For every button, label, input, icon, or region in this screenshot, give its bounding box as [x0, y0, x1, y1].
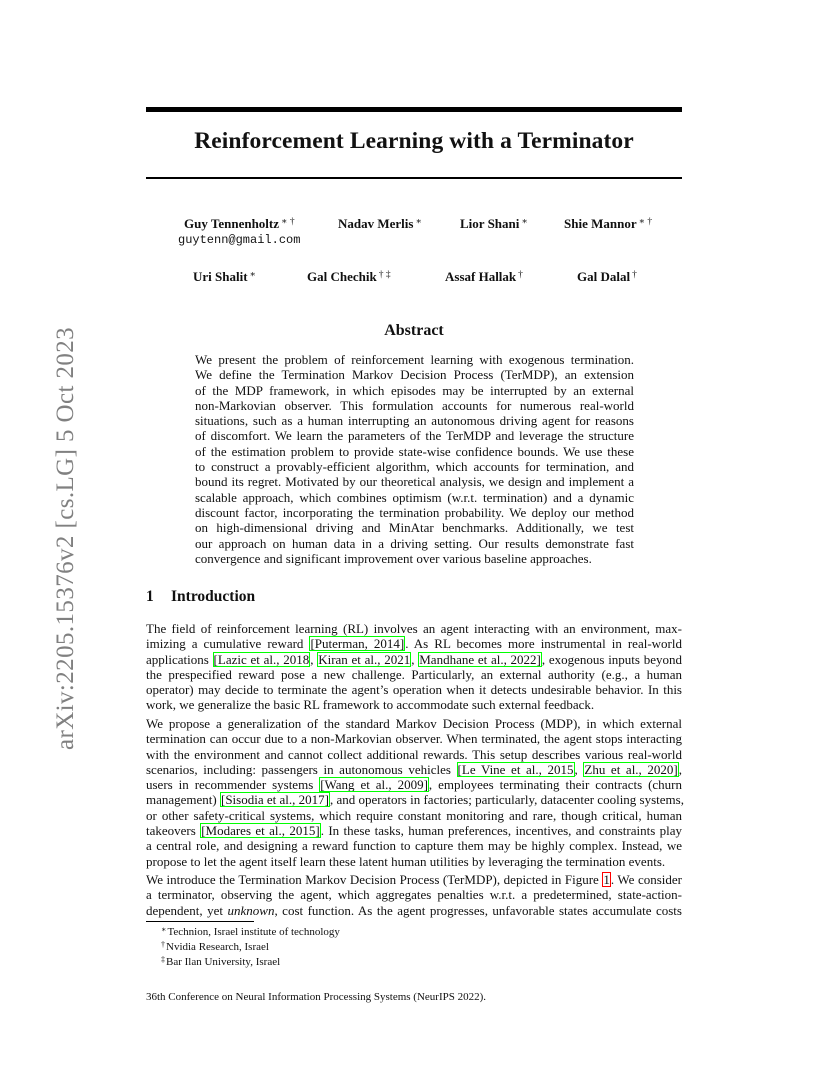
figure-ref-link[interactable]: 1: [603, 872, 610, 887]
footnote-text: Bar Ilan University, Israel: [166, 956, 281, 968]
text-line: operator) may decide to terminate the agent’s operation when it detects undesirable behavior. In this: [146, 682, 682, 698]
paper-title: Reinforcement Learning with a Terminator: [194, 128, 634, 154]
abstract-heading: Abstract: [384, 322, 444, 339]
author-name: Lior Shani: [460, 216, 520, 231]
author-affil-marks: †: [518, 270, 523, 280]
text-line: propose to let the agent itself learn these latent human utilities by leveraging the termination events.: [146, 853, 666, 869]
text-line: or other safety-critical systems, which require constant monitoring and rare, though critical, human: [146, 807, 682, 823]
author-7: [445, 269, 523, 285]
text-line: imizing a cumulative reward [Puterman, 2014]. As RL becomes more instrumental in real-world: [146, 636, 682, 652]
intro-paragraph-1: [146, 621, 682, 713]
abstract-line: We present the problem of reinforcement learning with exogenous termination.: [195, 352, 634, 367]
abstract-line: of the estimation problem to provide state-wise confidence bounds. We use these: [195, 443, 634, 459]
abstract-body: [195, 352, 634, 566]
citation-link[interactable]: [Le Vine et al., 2015: [457, 761, 574, 777]
abstract-line: of discomfort. We learn the parameters of the TerMDP and leverage the structure: [195, 428, 634, 444]
text-line: takeovers [Modares et al., 2015]. In these tasks, human preferences, incentives, and constraints play: [146, 823, 682, 839]
footnote-mark: ∗: [161, 925, 167, 934]
author-affil-marks: ∗: [249, 270, 257, 280]
text-line: with the environment and cannot collect additional rewards. This setup describes various real-world: [146, 746, 682, 762]
section-heading-introduction: [146, 588, 255, 606]
text-line: termination can occur due to a non-Markovian observer. When terminated, the agent stops interacting: [146, 731, 682, 747]
citation-link[interactable]: [Puterman, 2014]: [310, 636, 405, 652]
section-title: Introduction: [171, 588, 256, 605]
abstract-line: of the MDP framework, in which episodes may be interrupted by an external: [195, 382, 634, 398]
title-rule-top: [146, 107, 682, 112]
abstract-line: convergence and significant improvement over various baseline approaches.: [195, 550, 592, 566]
citation-link[interactable]: [Modares et al., 2015]: [201, 823, 320, 839]
citation-link[interactable]: Kiran et al., 2021: [318, 651, 411, 667]
abstract-line: on high-dimensional driving and MinAtar benchmarks. Additionally, we test: [195, 520, 634, 536]
author-affil-marks: ∗: [521, 217, 528, 227]
footnote-mark: †: [161, 940, 165, 949]
arxiv-sidebar-stamp: arXiv:2205.15376v2 [cs.LG] 5 Oct 2023: [52, 326, 79, 750]
text-line: work, we generalize the basic RL framework to accommodate such external feedback.: [146, 697, 595, 713]
intro-paragraph-3: [146, 872, 682, 918]
footnote-1: [161, 925, 340, 938]
citation-link[interactable]: [Sisodia et al., 2017]: [221, 792, 329, 808]
intro-paragraph-2: [146, 716, 682, 869]
author-name: Assaf Hallak: [445, 269, 517, 284]
author-name: Nadav Merlis: [338, 216, 414, 231]
title-rule-bottom: [146, 177, 682, 179]
footnote-text: Nvidia Research, Israel: [166, 941, 269, 953]
citation-link[interactable]: [Wang et al., 2009]: [320, 777, 428, 793]
abstract-line: bound its regret. Motivated by our theoretical analysis, we design and implement a: [195, 474, 634, 490]
text-line: We propose a generalization of the standard Markov Decision Process (MDP), in which external: [146, 716, 682, 731]
author-email[interactable]: guytenn@gmail.com: [178, 233, 301, 247]
text-line: scenarios, including: passengers in autonomous vehicles [Le Vine et al., 2015, Zhu et al., 2020],: [146, 761, 682, 777]
author-name: Uri Shalit: [193, 269, 248, 284]
author-affil-marks: † ‡: [378, 270, 391, 280]
section-number: 1: [146, 588, 154, 605]
author-name: Shie Mannor: [564, 216, 637, 231]
footnote-3: [161, 955, 280, 968]
author-name: Gal Dalal: [577, 269, 631, 284]
abstract-line: to construct a provably-efficient algorithm, which accounts for termination, and: [195, 459, 634, 475]
author-name: Guy Tennenholtz: [184, 216, 280, 231]
text-line: the prespecified reward pose a new challenge. Particularly, an external authority (e.g., a human: [146, 666, 682, 682]
author-name: Gal Chechik: [307, 269, 377, 284]
text-line: We introduce the Termination Markov Decision Process (TerMDP), depicted in Figure 1. We consider: [146, 872, 682, 887]
abstract-line: non-Markovian observer. This formulation accounts for numerous real-world: [195, 397, 634, 413]
abstract-line: our approach on human data in a driving setting. Our results demonstrate fast: [195, 535, 634, 551]
author-8: [577, 269, 637, 285]
author-affil-marks: ∗ †: [281, 217, 295, 227]
abstract-line: scalable approach, which combines optimism (w.r.t. termination) and a dynamic: [195, 489, 634, 505]
text-line: management) [Sisodia et al., 2017], and operators in factories; particularly, datacenter cooling systems,: [146, 792, 684, 808]
text-line: a terminator, observing the agent, which aggregates penalties w.r.t. a predetermined, state-action-: [146, 887, 682, 903]
author-3: [460, 216, 528, 232]
footnote-mark: ‡: [161, 955, 165, 964]
author-1: [184, 216, 295, 232]
citation-link[interactable]: [Lazic et al., 2018: [213, 651, 310, 667]
author-affil-marks: †: [632, 270, 637, 280]
text-line: users in recommender systems [Wang et al., 2009], employees terminating their contracts (churn: [146, 777, 682, 793]
text-line: dependent, yet unknown, cost function. As the agent progresses, unfavorable states accumulate costs: [146, 902, 682, 918]
author-affil-marks: ∗ †: [638, 217, 653, 227]
conference-note: 36th Conference on Neural Information Processing Systems (NeurIPS 2022).: [146, 991, 487, 1003]
text-line: The field of reinforcement learning (RL) involves an agent interacting with an environment, max-: [146, 621, 682, 636]
author-affil-marks: ∗: [415, 217, 422, 227]
citation-link[interactable]: Mandhane et al., 2022]: [419, 651, 541, 667]
author-5: [193, 269, 256, 285]
footnote-text: Technion, Israel institute of technology: [167, 926, 340, 938]
author-4: [564, 216, 652, 232]
abstract-line: situations, such as a human interrupting an autonomous driving agent for reasons: [195, 413, 634, 429]
footnote-2: [161, 940, 269, 953]
abstract-line: We define the Termination Markov Decision Process (TerMDP), an extension: [195, 367, 634, 383]
author-6: [307, 269, 391, 285]
text-line: applications [Lazic et al., 2018, Kiran et al., 2021, Mandhane et al., 2022], exogenous inputs beyond: [146, 651, 682, 667]
text-line: a central role, and designing a reward function to capture them may be highly complex. Instead, we: [146, 838, 682, 854]
citation-link[interactable]: Zhu et al., 2020]: [584, 761, 678, 777]
author-2: [338, 216, 422, 232]
footnote-rule: [146, 921, 254, 922]
abstract-line: discount factor, incorporating the termination probability. We deploy our method: [195, 504, 634, 520]
